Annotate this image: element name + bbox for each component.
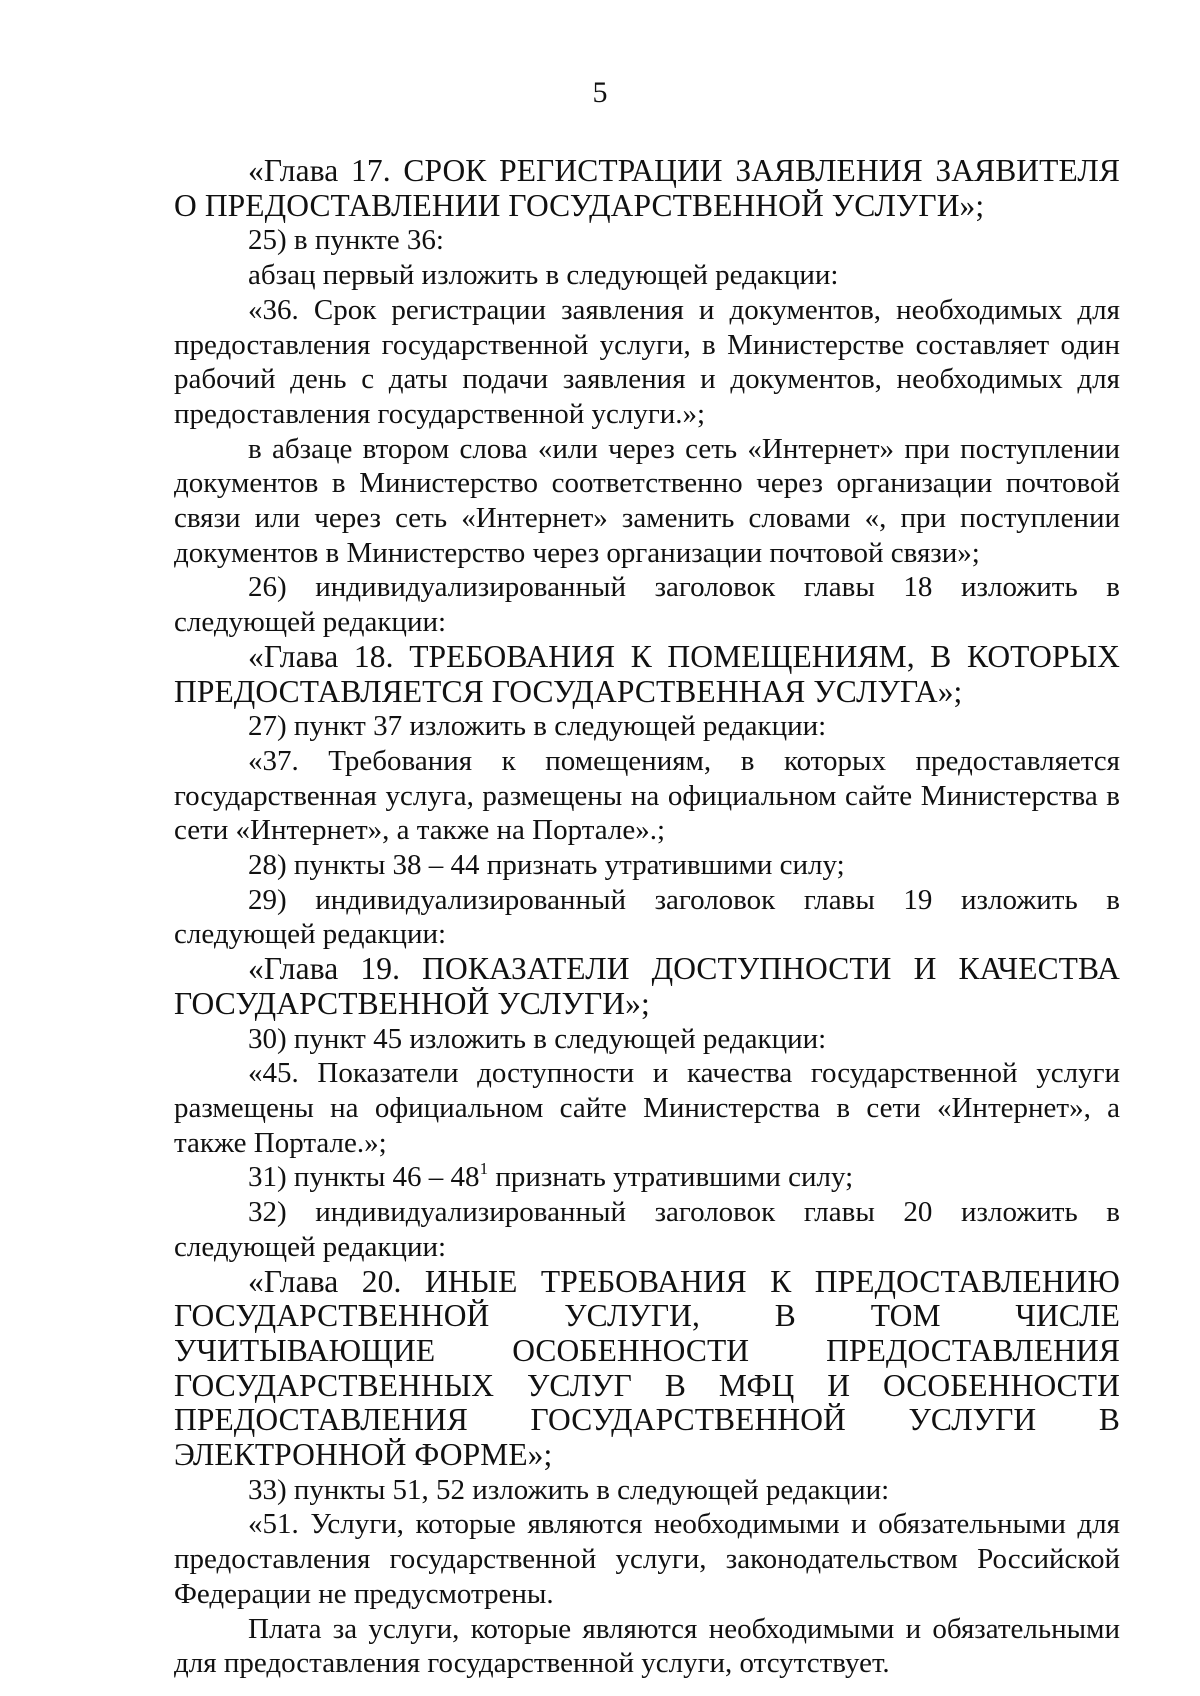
clause-51-text: «51. Услуги, которые являются необходимыми и обязательными для предоставления государственной услуги, законодательством Российской Федерации не предусмотрены. xyxy=(174,1508,1120,1610)
clause-45-text: «45. Показатели доступности и качества государственной услуги размещены на официальном сайте Министерства в сети «Интернет», а также Портале.»; xyxy=(174,1057,1120,1159)
item-28: 28) пункты 38 – 44 признать утратившими силу; xyxy=(248,849,845,882)
item-31 xyxy=(174,1160,1120,1195)
chapter-19-heading: «Глава 19. ПОКАЗАТЕЛИ ДОСТУПНОСТИ И КАЧЕСТВА ГОСУДАРСТВЕННОЙ УСЛУГИ»; xyxy=(174,951,1120,1021)
page-number: 5 xyxy=(592,76,608,109)
superscript: 1 xyxy=(479,1158,489,1178)
document-body xyxy=(174,154,1120,1681)
item-27: 27) пункт 37 изложить в следующей редакции: xyxy=(248,710,827,743)
item-30: 30) пункт 45 изложить в следующей редакции: xyxy=(248,1022,827,1055)
item-32: 32) индивидуализированный заголовок главы 20 изложить в следующей редакции: xyxy=(174,1196,1120,1263)
paragraph-one-instruction: абзац первый изложить в следующей редакции: xyxy=(248,259,839,292)
clause-36-text: «36. Срок регистрации заявления и документов, необходимых для предоставления государственной услуги, в Министерстве составляет один рабочий день с даты подачи заявления и документов, необходимых для предоставления государственной услуги.»; xyxy=(174,293,1120,430)
paragraph-two-replacement: в абзаце втором слова «или через сеть «Интернет» при поступлении документов в Министерство соответственно через организации почтовой связи или через сеть «Интернет» заменить словами «, при поступлении документов в Министерство через организации почтовой связи»; xyxy=(174,432,1120,569)
fee-paragraph: Плата за услуги, которые являются необходимыми и обязательными для предоставления государственной услуги, отсутствует. xyxy=(174,1612,1120,1680)
item-26: 26) индивидуализированный заголовок главы 18 изложить в следующей редакции: xyxy=(174,571,1120,639)
item-31-text-end: признать утратившими силу; xyxy=(488,1161,854,1194)
item-29: 29) индивидуализированный заголовок главы 19 изложить в следующей редакции: xyxy=(174,883,1120,951)
chapter-18-heading: «Глава 18. ТРЕБОВАНИЯ К ПОМЕЩЕНИЯМ, В КОТОРЫХ ПРЕДОСТАВЛЯЕТСЯ ГОСУДАРСТВЕННАЯ УСЛУГА»; xyxy=(174,638,1120,709)
item-33: 33) пункты 51, 52 изложить в следующей редакции: xyxy=(248,1473,890,1506)
clause-37-text: «37. Требования к помещениям, в которых предоставляется государственная услуга, размещены на официальном сайте Министерства в сети «Интернет», а также на Портале».; xyxy=(174,744,1120,847)
item-31-text: 31) пункты 46 – 48 xyxy=(248,1161,480,1194)
chapter-17-heading: «Глава 17. СРОК РЕГИСТРАЦИИ ЗАЯВЛЕНИЯ ЗАЯВИТЕЛЯ О ПРЕДОСТАВЛЕНИИ ГОСУДАРСТВЕННОЙ УСЛУГИ»; xyxy=(174,153,1120,223)
chapter-20-heading: «Глава 20. ИНЫЕ ТРЕБОВАНИЯ К ПРЕДОСТАВЛЕНИЮ ГОСУДАРСТВЕННОЙ УСЛУГИ, В ТОМ ЧИСЛЕ УЧИТЫВАЮЩИЕ ОСОБЕННОСТИ ПРЕДОСТАВЛЕНИЯ ГОСУДАРСТВЕННЫХ УСЛУГ В МФЦ И ОСОБЕННОСТИ ПРЕДОСТАВЛЕНИЯ ГОСУДАРСТВЕННОЙ УСЛУГИ В ЭЛЕКТРОННОЙ ФОРМЕ»; xyxy=(174,1263,1120,1473)
item-25: 25) в пункте 36: xyxy=(248,224,444,257)
